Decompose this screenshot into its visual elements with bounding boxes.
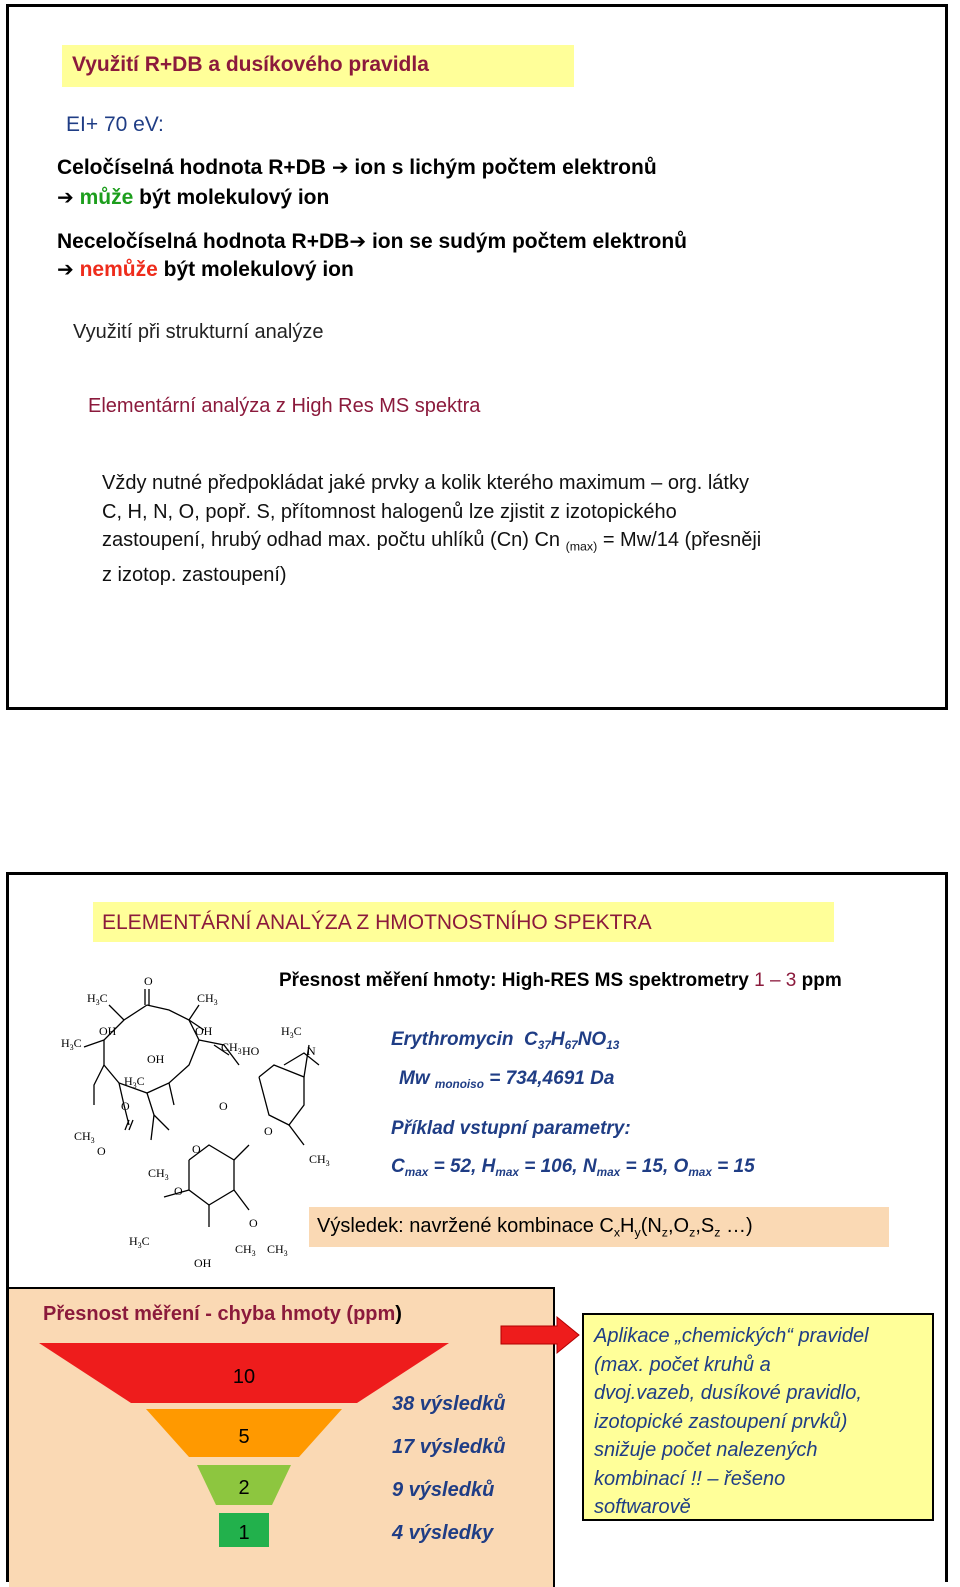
- precision-line: [279, 970, 842, 992]
- paragraph-line: z izotop. zastoupení): [102, 563, 287, 586]
- note-line: Aplikace „chemických“ pravidel: [594, 1325, 869, 1347]
- atom-label: $CH_3$: [74, 1129, 95, 1145]
- atom-label: $CH_3$: [267, 1242, 288, 1258]
- cannot-text: být molekulový ion: [163, 258, 354, 281]
- result-count: 4 výsledky: [392, 1522, 494, 1544]
- atom-label: $CH_3$: [221, 1040, 242, 1056]
- formula-element: H: [550, 1029, 565, 1050]
- precision-range: 1 – 3: [754, 970, 797, 991]
- arrow-right-icon: [501, 1317, 581, 1353]
- rule-even-line: [57, 229, 687, 254]
- formula-element: C: [524, 1029, 538, 1050]
- arrow-icon: ➔: [349, 229, 367, 253]
- formula-count: 13: [606, 1039, 620, 1053]
- slide-elemental-analysis: [6, 872, 948, 1582]
- mw-value: = 734,4691 Da: [489, 1068, 615, 1089]
- paragraph-text: zastoupení, hrubý odhad max. počtu uhlíků (Cn) Cn: [102, 529, 566, 551]
- result-text: Výsledek: navržené kombinace $C_xH_y(N_z,O_z,S_z$ …): [317, 1215, 753, 1240]
- note-line: softwarově: [594, 1496, 691, 1518]
- usage-heading: Využití při strukturní analýze: [73, 321, 324, 343]
- rule-odd-conclusion: [57, 185, 329, 210]
- example-heading: Příklad vstupní parametry:: [391, 1118, 631, 1139]
- result-count: 17 výsledků: [392, 1436, 506, 1458]
- arrow-icon: ➔: [57, 257, 74, 281]
- can-label: může: [79, 186, 134, 209]
- atom-label: OH: [195, 1024, 213, 1038]
- atom-label: $H_3C$: [129, 1234, 150, 1250]
- note-line: snižuje počet nalezených: [594, 1439, 818, 1461]
- note-line: izotopické zastoupení prvků): [594, 1410, 848, 1433]
- atom-label: OH: [194, 1256, 212, 1270]
- atom-label: OH: [99, 1024, 117, 1038]
- precision-text: Přesnost měření hmoty: High-RES MS spektrometry: [279, 970, 755, 991]
- atom-label: O: [174, 1184, 183, 1198]
- atom-label: O: [264, 1124, 273, 1138]
- rule-odd-line: [57, 155, 657, 180]
- elemental-heading: Elementární analýza z High Res MS spektra: [88, 395, 481, 417]
- ppm-label: 5: [238, 1426, 250, 1448]
- rule-even-conclusion: [57, 257, 354, 282]
- slide-title: Využití R+DB a dusíkového pravidla: [72, 53, 429, 76]
- mw-label: Mw: [399, 1068, 430, 1089]
- atom-label: $CH_3$: [148, 1166, 169, 1182]
- accuracy-title: Přesnost měření - chyba hmoty (ppm): [43, 1303, 402, 1325]
- paragraph-line: [102, 526, 761, 561]
- atom-label: OH: [147, 1052, 165, 1066]
- result-count: 38 výsledků: [392, 1393, 506, 1415]
- can-text: být molekulový ion: [139, 186, 330, 209]
- rule-even-result: ion se sudým počtem elektronů: [371, 230, 688, 253]
- paragraph-text: = Mw/14 (přesněji: [597, 529, 762, 551]
- arrow-icon: ➔: [57, 185, 74, 209]
- atom-label: $CH_3$: [197, 991, 218, 1007]
- note-box: [582, 1313, 934, 1521]
- results-list: [392, 1383, 505, 1555]
- ppm-label: 10: [232, 1366, 256, 1388]
- result-count: 9 výsledků: [392, 1479, 495, 1501]
- formula-count: 67: [564, 1039, 578, 1053]
- ionization-label: EI+ 70 eV:: [66, 113, 164, 136]
- atom-label: $H_3C$: [124, 1074, 145, 1090]
- atom-label: HO: [242, 1044, 260, 1058]
- subscript: (max): [565, 539, 598, 554]
- atom-label: $H_3C$: [87, 991, 108, 1007]
- atom-label: $H_3C$: [61, 1036, 82, 1052]
- paragraph-line: C, H, N, O, popř. S, přítomnost halogenů lze zjistit z izotopického: [102, 500, 677, 523]
- arrow-icon: ➔: [331, 155, 349, 179]
- atom-label: $H_3C$: [281, 1024, 302, 1040]
- atom-label: O: [97, 1144, 106, 1158]
- paragraph-line: Vždy nutné předpokládat jaké prvky a kolik kterého maximum – org. látky: [102, 472, 749, 494]
- ppm-label: 2: [238, 1477, 250, 1499]
- atom-label: O: [121, 1099, 130, 1113]
- rule-odd-condition: Celočíselná hodnota R+DB: [57, 156, 326, 179]
- note-line: (max. počet kruhů a: [594, 1353, 771, 1376]
- slide-title: ELEMENTÁRNÍ ANALÝZA Z HMOTNOSTNÍHO SPEKTRA: [102, 911, 652, 934]
- rule-even-condition: Neceločíselná hodnota R+DB: [57, 230, 350, 253]
- formula-element: NO: [577, 1029, 607, 1050]
- atom-label: $CH_3$: [309, 1152, 330, 1168]
- compound-name: Erythromycin: [391, 1029, 514, 1050]
- formula-count: 37: [537, 1039, 551, 1053]
- paragraph: [102, 469, 761, 589]
- atom-label: $CH_3$: [235, 1242, 256, 1258]
- precision-unit: ppm: [796, 970, 842, 991]
- rule-odd-result: ion s lichým počtem elektronů: [354, 156, 657, 179]
- note-line: kombinací !! – řešeno: [594, 1467, 786, 1490]
- atom-label: O: [219, 1099, 228, 1113]
- atom-label: O: [249, 1216, 258, 1230]
- note-line: dvoj.vazeb, dusíkové pravidlo,: [594, 1382, 862, 1404]
- mw-subscript: monoiso: [434, 1078, 484, 1092]
- slide-nitrogen-rule: [6, 4, 948, 710]
- molecular-weight: [399, 1068, 614, 1091]
- atom-label: O: [192, 1142, 201, 1156]
- example-params: $C_{max} = 52$, $H_{max} = 106$, $N_{max} = 15$, $O_{max} = 15$: [391, 1156, 755, 1180]
- atom-label: O: [144, 974, 153, 988]
- compound-formula: [391, 1029, 619, 1052]
- ppm-label: 1: [238, 1522, 250, 1544]
- atom-label: N: [307, 1044, 316, 1058]
- cannot-label: nemůže: [79, 258, 158, 281]
- erythromycin-structure: [49, 965, 330, 1270]
